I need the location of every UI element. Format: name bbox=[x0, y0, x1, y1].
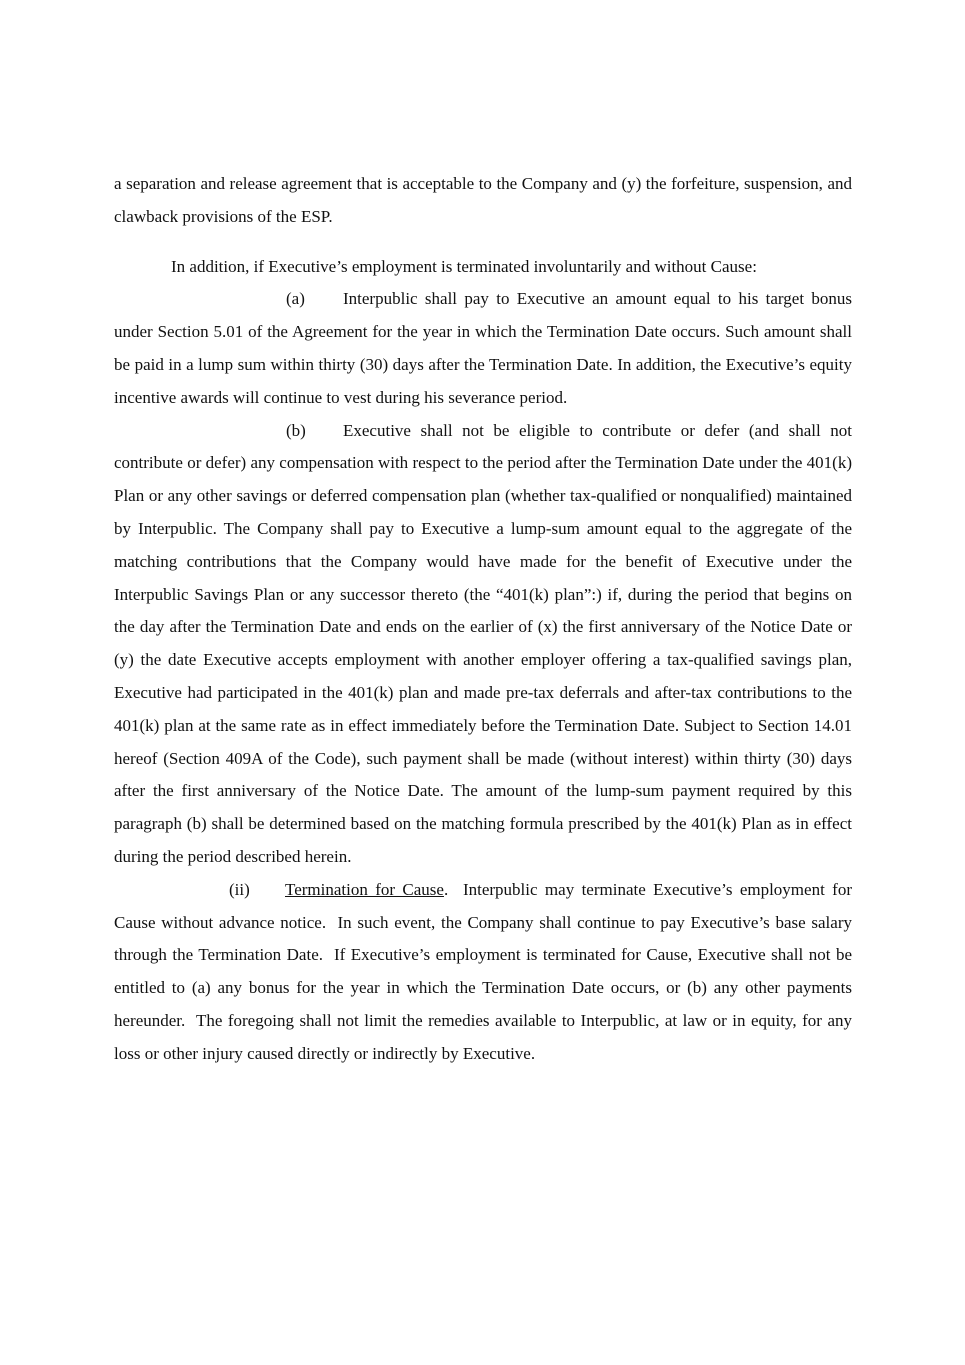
clause-b bbox=[114, 415, 852, 874]
clause-a-marker: (a) bbox=[286, 289, 305, 309]
clause-b-marker: (b) bbox=[286, 420, 306, 440]
clause-b-text: Executive shall not be eligible to contribute or defer (and shall not contribute or defer) any compensation with respect to the period after the Termination Date under the 401(k) Plan or any other savings or deferred compensation plan (whether tax-qualified or nonqualified) maintained by Interpublic. The Company shall pay to Executive a lump-sum amount equal to the aggregate of the matching contributions that the Company would have made for the benefit of Executive under the Interpublic Savings Plan or any successor thereto (the “401(k) plan”:) if, during the period that begins on the day after the Termination Date and ends on the earlier of (x) the first anniversary of the Notice Date or (y) the date Executive accepts employment with another employer offering a tax-qualified savings plan, Executive had participated in the 401(k) plan and made pre-tax deferrals and after-tax contributions to the 401(k) plan at the same rate as in effect immediately before the Termination Date. Subject to Section 14.01 hereof (Section 409A of the Code), such payment shall be made (without interest) within thirty (30) days after the first anniversary of the Notice Date. The amount of the lump-sum payment required by this paragraph (b) shall be determined based on the matching formula prescribed by the 401(k) Plan as in effect during the period described herein. bbox=[114, 420, 852, 866]
clause-ii-heading: Termination for Cause bbox=[285, 879, 444, 899]
continuation-paragraph: a separation and release agreement that is acceptable to the Company and (y) the forfeiture, suspension, and clawback provisions of the ESP. bbox=[114, 174, 852, 226]
clause-ii-text: Interpublic may terminate Executive’s employment for Cause without advance notice. In such event, the Company shall continue to pay Executive’s base salary through the Termination Date. If Executive’s employment is terminated for Cause, Executive shall not be entitled to (a) any bonus for the year in which the Termination Date occurs, or (b) any other payments hereunder. The foregoing shall not limit the remedies available to Interpublic, at law or in equity, for any loss or other injury caused directly or indirectly by Executive. bbox=[114, 879, 857, 1063]
clause-ii-heading-punct: . bbox=[443, 879, 449, 899]
clause-ii-marker: (ii) bbox=[229, 879, 250, 899]
clause-a-text: Interpublic shall pay to Executive an amount equal to his target bonus under Section 5.01 of the Agreement for the year in which the Termination Date occurs. Such amount shall be paid in a lump sum within thirty (30) days after the Termination Date. In addition, the Executive’s equity incentive awards will continue to vest during his severance period. bbox=[114, 289, 852, 407]
clause-a bbox=[114, 283, 852, 414]
document-page bbox=[114, 168, 857, 1071]
intro-paragraph: In addition, if Executive’s employment is terminated involuntarily and without Cause: bbox=[171, 256, 757, 276]
clause-ii bbox=[114, 874, 857, 1071]
